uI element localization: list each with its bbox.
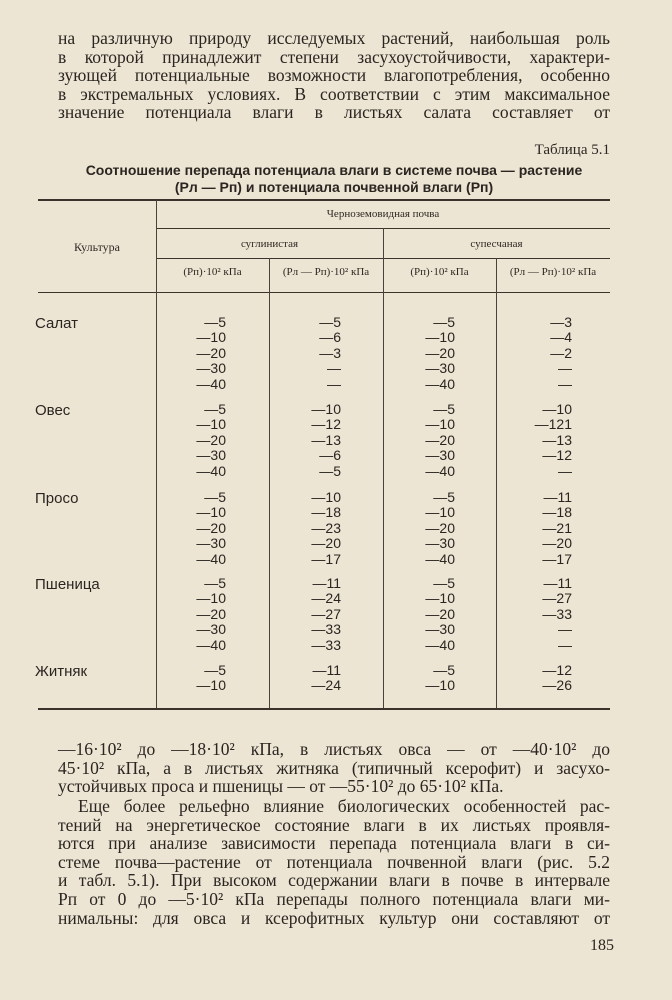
crop-name: Просо <box>35 490 79 507</box>
text-line: нимальны: для овса и ксерофитных культур они составляют от <box>58 907 610 928</box>
cell-value: —40 <box>425 636 455 653</box>
table-cell <box>383 663 455 694</box>
table-cell <box>269 490 341 567</box>
cell-value: —40 <box>425 550 455 567</box>
paragraph-intro <box>58 29 610 122</box>
cell-value: —13 <box>542 431 572 448</box>
cell-value: —10 <box>425 329 455 346</box>
cell-value: —5 <box>433 489 455 505</box>
table-cell <box>383 402 455 479</box>
cell-value: —10 <box>425 416 455 433</box>
cell-value: —10 <box>425 677 455 694</box>
cell-value: —5 <box>204 401 226 417</box>
table-cell <box>269 315 341 392</box>
cell-value: —12 <box>542 447 572 464</box>
cell-value: —20 <box>425 344 455 361</box>
cell-value: —10 <box>425 590 455 607</box>
cell-value: —30 <box>196 621 226 638</box>
cell-value: —40 <box>196 636 226 653</box>
text-line: Pп от 0 до —5·10² кПа перепады полного потенциала влаги ми- <box>58 888 610 909</box>
cell-value: —30 <box>425 447 455 464</box>
text-line: значение потенциала влаги в листьях салата составляет от <box>58 102 610 123</box>
cell-value: —10 <box>425 504 455 521</box>
cell-value: —20 <box>196 519 226 536</box>
table-cell <box>496 402 572 479</box>
text-line: Еще более рельефно влияние биологических особенностей рас- <box>78 796 610 816</box>
header-bottom-rule <box>38 292 610 293</box>
cell-value: —5 <box>433 401 455 417</box>
crop-name: Овес <box>35 402 71 419</box>
cell-value: —33 <box>311 636 341 653</box>
table-number: Таблица 5.1 <box>534 142 610 158</box>
cell-value: —20 <box>425 605 455 622</box>
cell-value: —40 <box>196 550 226 567</box>
table-cell <box>383 315 455 392</box>
cell-value: —40 <box>425 462 455 479</box>
table-cell <box>383 576 455 653</box>
paragraph-next <box>58 797 610 927</box>
cell-value: —17 <box>311 550 341 567</box>
cell-value: —20 <box>196 605 226 622</box>
cell-value: —2 <box>550 344 572 361</box>
table-cell <box>496 490 572 567</box>
cell-value: — <box>327 360 341 377</box>
cell-value: —11 <box>543 575 572 591</box>
header-col-pp: (Pп)·10² кПа <box>183 266 242 278</box>
cell-value: —10 <box>196 329 226 346</box>
cell-value: —30 <box>196 360 226 377</box>
cell-value: —11 <box>312 575 341 591</box>
table-cell <box>383 490 455 567</box>
cell-value: —20 <box>311 535 341 552</box>
header-col-pp: (Pп)·10² кПа <box>410 266 469 278</box>
cell-value: — <box>558 462 572 479</box>
cell-value: —5 <box>319 462 341 479</box>
table-cell <box>269 576 341 653</box>
table-cell <box>496 576 572 653</box>
table-cell <box>496 315 572 392</box>
cell-value: —5 <box>204 662 226 678</box>
cell-value: —20 <box>196 431 226 448</box>
cell-value: —6 <box>319 447 341 464</box>
text-line: ются при анализе зависимости перепада потенциала влаги в си- <box>58 833 610 854</box>
table-cell <box>156 576 226 653</box>
cell-value: —30 <box>196 535 226 552</box>
cell-value: —5 <box>433 575 455 591</box>
cell-value: —27 <box>542 590 572 607</box>
table-cell <box>156 490 226 567</box>
cell-value: —23 <box>311 519 341 536</box>
cell-value: —26 <box>542 677 572 694</box>
cell-value: —10 <box>542 401 572 417</box>
cell-value: —11 <box>543 489 572 505</box>
cell-value: —30 <box>425 535 455 552</box>
cell-value: —3 <box>319 344 341 361</box>
cell-value: —13 <box>311 431 341 448</box>
header-col-diff: (Pл — Pп)·10² кПа <box>282 266 370 278</box>
page-number: 185 <box>590 937 614 954</box>
paragraph-continuation <box>58 740 610 796</box>
cell-value: —5 <box>204 314 226 330</box>
table-title-line: Соотношение перепада потенциала влаги в системе почва — растение <box>85 162 583 178</box>
header-sandy-loam: супесчаная <box>470 238 523 250</box>
cell-value: —40 <box>196 462 226 479</box>
cell-value: —10 <box>196 416 226 433</box>
text-line: —16·10² до —18·10² кПа, в листьях овса — от —40·10² до <box>58 739 610 759</box>
cell-value: — <box>558 360 572 377</box>
cell-value: — <box>558 621 572 638</box>
cell-value: —10 <box>196 590 226 607</box>
cell-value: —5 <box>319 314 341 330</box>
cell-value: —24 <box>311 677 341 694</box>
header-col-diff: (Pл — Pп)·10² кПа <box>509 266 597 278</box>
cell-value: —20 <box>425 519 455 536</box>
table-cell <box>156 663 226 694</box>
text-line: тений на энергетическое состояние влаги в их листьях проявля- <box>58 814 610 835</box>
text-line: и табл. 5.1). При высоком содержании влаги в почве в интервале <box>58 870 610 891</box>
header-loam: суглинистая <box>240 238 299 250</box>
text-line: на различную природу исследуемых растений, наибольшая роль <box>58 28 610 48</box>
cell-value: —10 <box>311 401 341 417</box>
text-line: стеме почва—растение от потенциала почвенной влаги (рис. 5.2 <box>58 851 610 872</box>
crop-name: Пшеница <box>35 576 100 593</box>
cell-value: —40 <box>425 375 455 392</box>
text-line: зующей потенциальные возможности влагопотребления, особенно <box>58 65 610 86</box>
table-cell <box>496 663 572 694</box>
cell-value: —18 <box>542 504 572 521</box>
cell-value: —4 <box>550 329 572 346</box>
cell-value: —40 <box>196 375 226 392</box>
cell-value: —5 <box>204 489 226 505</box>
crop-name: Житняк <box>35 663 88 680</box>
text-line: в которой принадлежит степени засухоустойчивости, характери- <box>58 46 610 67</box>
cell-value: —30 <box>425 360 455 377</box>
cell-value: —33 <box>542 605 572 622</box>
cell-value: — <box>558 636 572 653</box>
cell-value: —30 <box>196 447 226 464</box>
cell-value: —20 <box>425 431 455 448</box>
cell-value: —11 <box>312 662 341 678</box>
table-title-line: (Pл — Pп) и потенциала почвенной влаги (Pп) <box>174 179 494 195</box>
cell-value: —27 <box>311 605 341 622</box>
cell-value: — <box>327 375 341 392</box>
cell-value: —10 <box>196 504 226 521</box>
table-title <box>58 162 610 196</box>
cell-value: —10 <box>311 489 341 505</box>
table-cell <box>156 315 226 392</box>
cell-value: —5 <box>204 575 226 591</box>
cell-value: —6 <box>319 329 341 346</box>
table-bottom-rule <box>38 708 610 710</box>
cell-value: —12 <box>542 662 572 678</box>
cell-value: —33 <box>311 621 341 638</box>
cell-value: — <box>558 375 572 392</box>
text-line: 45·10² кПа, а в листьях житняка (типичный ксерофит) и засухо- <box>58 757 610 778</box>
table-top-rule <box>38 199 610 201</box>
table-cell <box>156 402 226 479</box>
cell-value: —10 <box>196 677 226 694</box>
cell-value: —12 <box>311 416 341 433</box>
header-culture: Культура <box>74 240 120 254</box>
cell-value: —24 <box>311 590 341 607</box>
cell-value: —121 <box>534 416 572 433</box>
cell-value: —5 <box>433 314 455 330</box>
cell-value: —20 <box>542 535 572 552</box>
header-soil: Черноземовидная почва <box>326 208 440 220</box>
table-cell <box>269 663 341 694</box>
cell-value: —20 <box>196 344 226 361</box>
table-cell <box>269 402 341 479</box>
cell-value: —21 <box>542 519 572 536</box>
text-line: устойчивых проса и пшеницы — от —55·10² до 65·10² кПа. <box>58 776 504 797</box>
cell-value: —30 <box>425 621 455 638</box>
cell-value: —18 <box>311 504 341 521</box>
text-line: в экстремальных условиях. В соответствии с этим максимальное <box>58 83 610 104</box>
cell-value: —5 <box>433 662 455 678</box>
cell-value: —17 <box>542 550 572 567</box>
cell-value: —3 <box>550 314 572 330</box>
crop-name: Салат <box>35 315 78 332</box>
